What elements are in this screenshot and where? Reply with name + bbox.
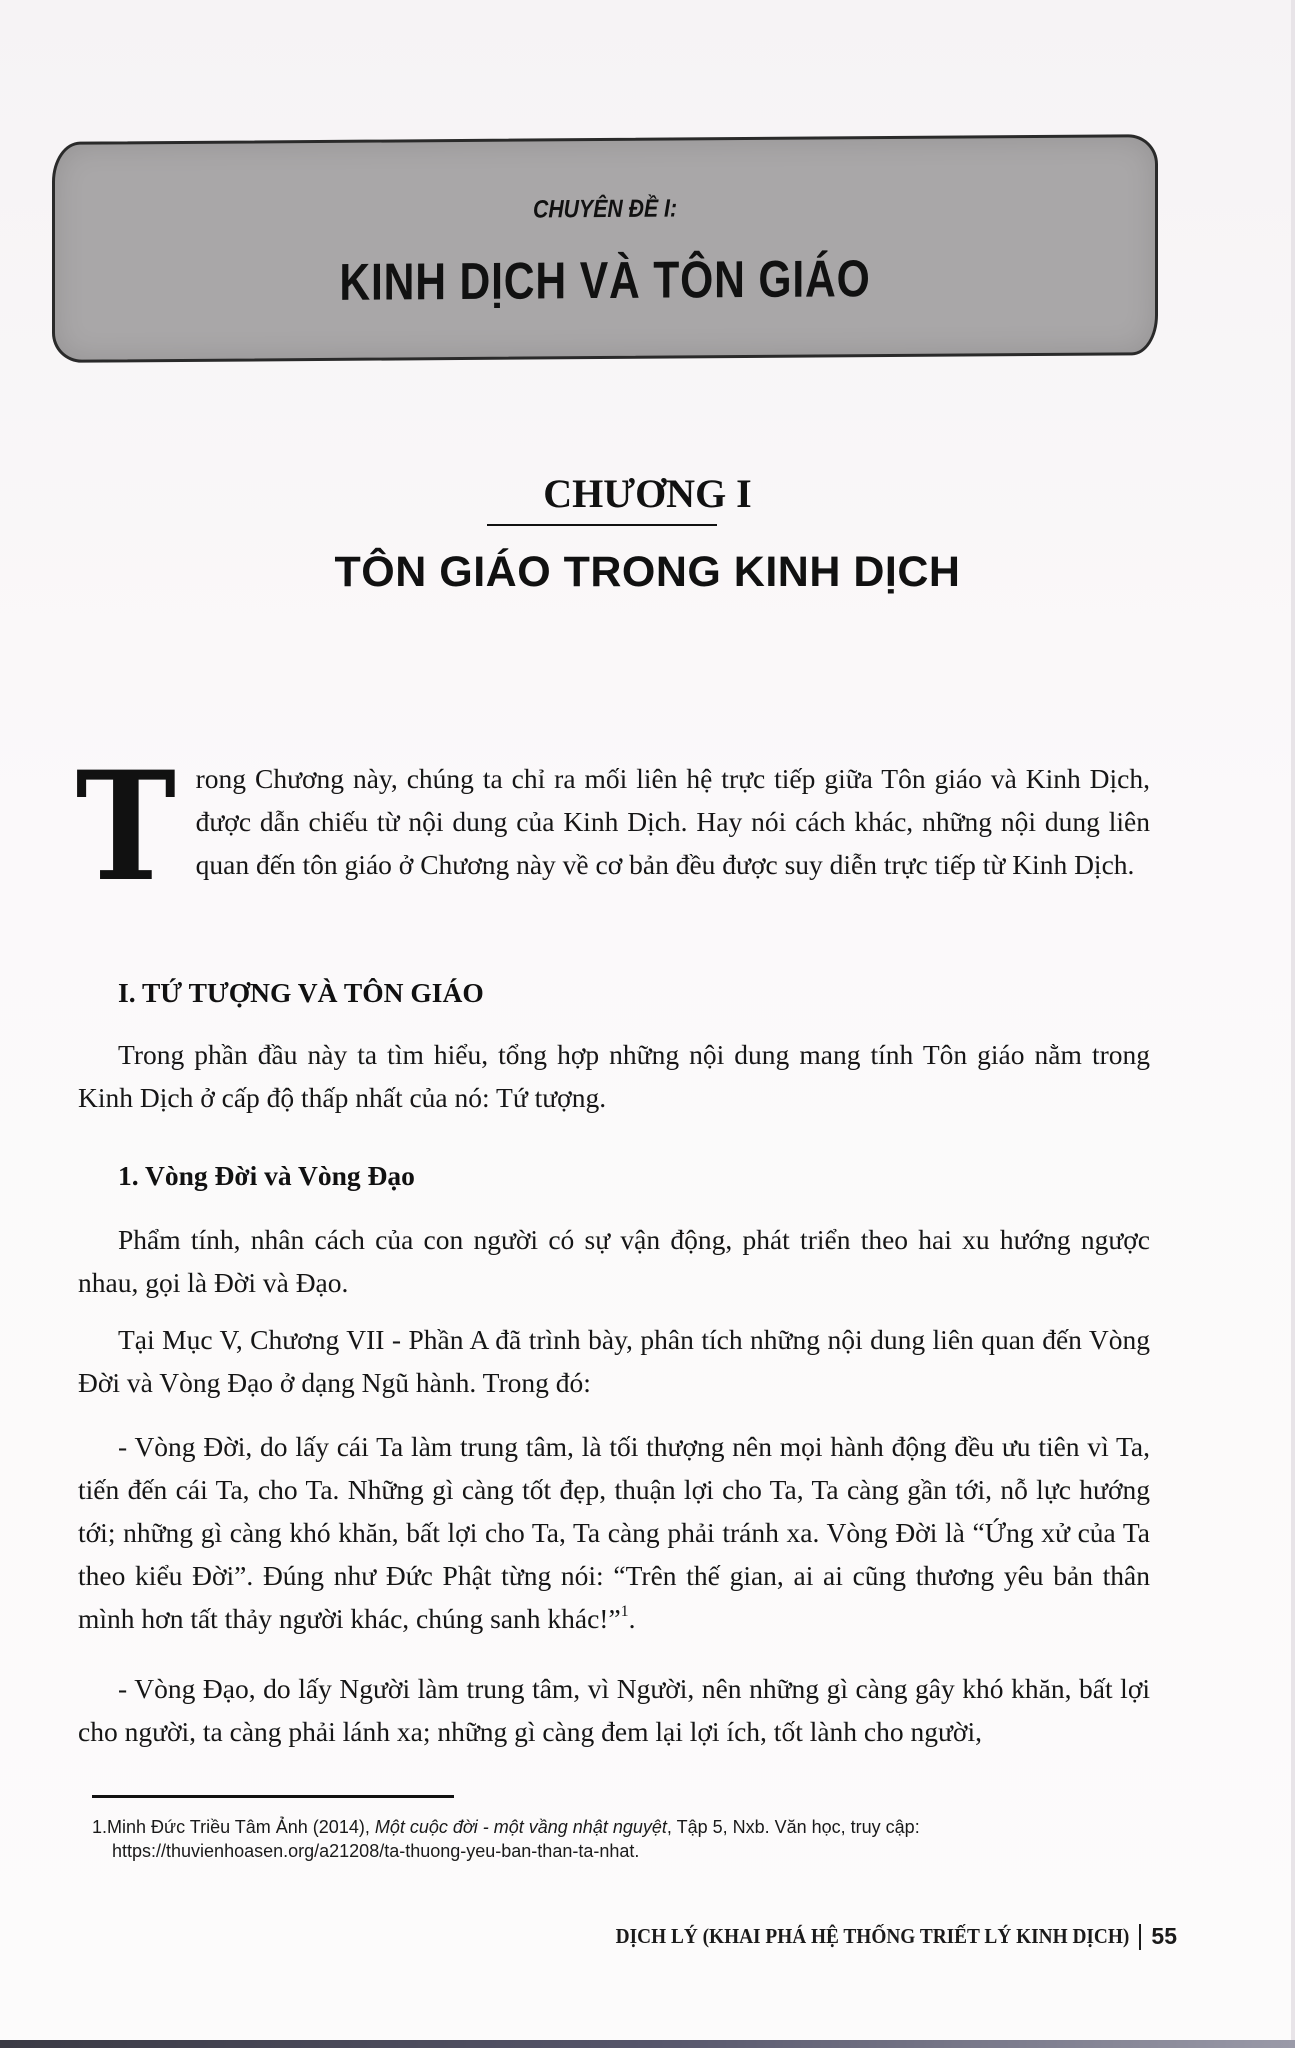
footnote-author: Minh Đức Triều Tâm Ảnh (2014), bbox=[107, 1817, 375, 1837]
chapter-title: TÔN GIÁO TRONG KINH DỊCH bbox=[334, 548, 961, 596]
footnote-work-title: Một cuộc đời - một vầng nhật nguyệt bbox=[374, 1817, 667, 1837]
body-paragraph: Phẩm tính, nhân cách của con người có sự vận động, phát triển theo hai xu hướng ngược nhau, gọi là Đời và Đạo. bbox=[78, 1224, 1150, 1298]
scan-bottom-edge bbox=[0, 2040, 1295, 2048]
page-number: 55 bbox=[1151, 1923, 1177, 1949]
intro-text: rong Chương này, chúng ta chỉ ra mối liên hệ trực tiếp giữa Tôn giáo và Kinh Dịch, được dẫn chiếu từ nội dung của Kinh Dịch. Hay nói cách khác, những nội dung liên quan đến tôn giáo ở Chương này về cơ bản đều được suy diễn trực tiếp từ Kinh Dịch. bbox=[195, 763, 1150, 880]
body-paragraph: Tại Mục V, Chương VII - Phần A đã trình bày, phân tích những nội dung liên quan đến Vòng Đời và Vòng Đạo ở dạng Ngũ hành. Trong đó: bbox=[78, 1324, 1150, 1398]
page-edge bbox=[1291, 0, 1295, 2048]
section-paragraph: Trong phần đầu này ta tìm hiểu, tổng hợp những nội dung mang tính Tôn giáo nằm trong Kinh Dịch ở cấp độ thấp nhất của nó: Tứ tượng. bbox=[78, 1039, 1150, 1113]
section-heading: I. TỨ TƯỢNG VÀ TÔN GIÁO bbox=[118, 977, 484, 1008]
chapter-label: CHƯƠNG I bbox=[543, 471, 752, 516]
drop-cap: T bbox=[75, 739, 177, 915]
book-title: DỊCH LÝ (KHAI PHÁ HỆ THỐNG TRIẾT LÝ KINH DỊCH) bbox=[615, 1924, 1130, 1948]
vong-doi-text: - Vòng Đời, do lấy cái Ta làm trung tâm, là tối thượng nên mọi hành động đều ưu tiên vì Ta, tiến đến cái Ta, cho Ta. Những gì càng tốt đẹp, thuận lợi cho Ta, Ta càng gần tới, nỗ lực hướng tới; những gì càng khó khăn, bất lợi cho Ta, Ta càng phải tránh xa. Vòng Đời là “Ứng xử của Ta theo kiểu Đời”. Đúng như Đức Phật từng nói: “Trên thế gian, ai ai cũng thương yêu bản thân mình hơn tất thảy người khác, chúng sanh khác!” bbox=[78, 1431, 1150, 1634]
footnote-details: , Tập 5, Nxb. Văn học, truy cập: bbox=[666, 1817, 920, 1837]
subsection-heading: 1. Vòng Đời và Vòng Đạo bbox=[118, 1160, 415, 1191]
topic-title: KINH DỊCH VÀ TÔN GIÁO bbox=[339, 250, 871, 312]
footer-separator bbox=[1139, 1924, 1141, 1950]
footnote-divider bbox=[92, 1795, 454, 1798]
topic-banner bbox=[52, 134, 1158, 363]
footnote-number: 1. bbox=[92, 1817, 108, 1837]
body-paragraph-vong-dao: - Vòng Đạo, do lấy Người làm trung tâm, vì Người, nên những gì càng gây khó khăn, bất lợi cho người, ta càng phải lánh xa; những gì càng đem lại lợi ích, tốt lành cho người, bbox=[78, 1673, 1150, 1747]
body-paragraph-vong-doi: - Vòng Đời, do lấy cái Ta làm trung tâm, là tối thượng nên mọi hành động đều ưu tiên vì Ta, tiến đến cái Ta, cho Ta. Những gì càng tốt đẹp, thuận lợi cho Ta, Ta càng gần tới, nỗ lực hướng tới; những gì càng khó khăn, bất lợi cho Ta, Ta càng phải tránh xa. Vòng Đời là “Ứng xử của Ta theo kiểu Đời”. Đúng như Đức Phật từng nói: “Trên thế gian, ai ai cũng thương yêu bản thân mình hơn tất thảy người khác, chúng sanh khác!”$^1$. bbox=[78, 1431, 1150, 1634]
footnote-ref[interactable]: 1 bbox=[620, 1603, 629, 1620]
topic-label: CHUYÊN ĐỀ I: bbox=[532, 194, 678, 224]
footnote-link[interactable]: https://thuvienhoasen.org/a21208/ta-thuong-yeu-ban-than-ta-nhat. bbox=[112, 1841, 640, 1861]
intro-paragraph bbox=[75, 739, 1150, 915]
running-footer bbox=[571, 1923, 1177, 1950]
chapter-underline bbox=[487, 524, 717, 526]
footnote bbox=[92, 1815, 1172, 1863]
